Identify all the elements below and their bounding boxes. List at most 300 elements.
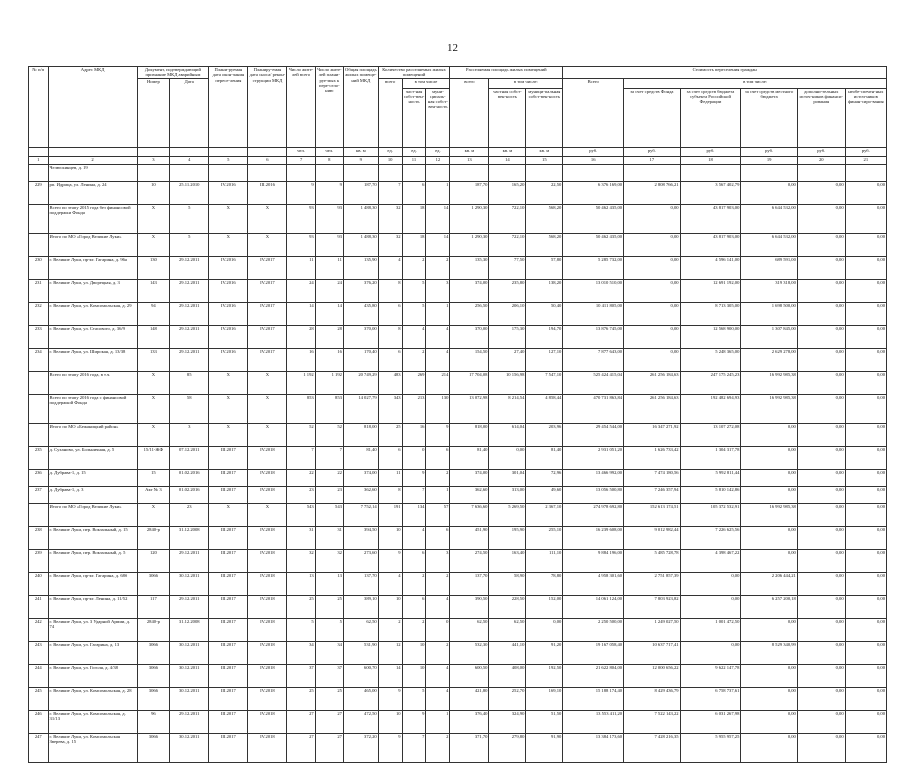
- value-cell: 0,00: [845, 595, 886, 618]
- value-cell: 252,70: [489, 687, 526, 710]
- value-cell: 2: [378, 618, 402, 641]
- value-cell: 01.02.2016: [170, 486, 209, 503]
- column-number-cell: 17: [624, 156, 680, 164]
- value-cell: 0,00: [845, 618, 886, 641]
- value-cell: 52: [315, 423, 343, 446]
- value-cell: [797, 164, 845, 181]
- unit-cell: чел.: [315, 147, 343, 156]
- value-cell: 9: [378, 549, 402, 572]
- value-cell: IV.2018: [248, 446, 287, 469]
- value-cell: 11: [315, 256, 343, 279]
- header-cost-extra: дополни-тельных источ-ников финанси-рования: [797, 88, 845, 147]
- value-cell: 5: [402, 279, 426, 302]
- value-cell: 2 206 444,21: [741, 572, 797, 595]
- value-cell: 25: [287, 687, 315, 710]
- unit-cell: ед.: [402, 147, 426, 156]
- value-cell: IV.2017: [248, 279, 287, 302]
- value-cell: 50 462 435,00: [563, 204, 624, 233]
- value-cell: 29.12.2011: [170, 302, 209, 325]
- value-cell: 4: [426, 687, 450, 710]
- value-cell: X: [137, 503, 170, 526]
- value-cell: [526, 164, 563, 181]
- value-cell: 0,00: [845, 664, 886, 687]
- value-cell: 6: [426, 526, 450, 549]
- row-number-cell: 246: [29, 710, 49, 733]
- value-cell: 2 931 051,20: [563, 446, 624, 469]
- value-cell: 818,00: [343, 423, 378, 446]
- value-cell: X: [248, 503, 287, 526]
- value-cell: 0,00: [526, 618, 563, 641]
- table-row: [29, 325, 887, 348]
- value-cell: 0,00: [741, 423, 797, 446]
- value-cell: 19 167 058,40: [563, 641, 624, 664]
- value-cell: III.2017: [209, 595, 248, 618]
- value-cell: 29 454 544,00: [563, 423, 624, 446]
- value-cell: 29.12.2011: [170, 348, 209, 371]
- value-cell: 0,00: [797, 394, 845, 423]
- value-cell: 94: [137, 302, 170, 325]
- value-cell: [450, 164, 489, 181]
- table-row: [29, 503, 887, 526]
- value-cell: [402, 164, 426, 181]
- value-cell: 9 884 196,00: [563, 549, 624, 572]
- value-cell: 3066: [137, 687, 170, 710]
- value-cell: 1 488,30: [343, 204, 378, 233]
- value-cell: [137, 164, 170, 181]
- value-cell: [343, 164, 378, 181]
- value-cell: 5 485 728,78: [624, 549, 680, 572]
- value-cell: 31: [287, 526, 315, 549]
- value-cell: 0,00: [741, 687, 797, 710]
- row-number-cell: 235: [29, 446, 49, 469]
- value-cell: 30.12.2011: [170, 687, 209, 710]
- value-cell: 93: [315, 233, 343, 256]
- value-cell: 9: [287, 181, 315, 204]
- value-cell: 7 547,10: [526, 371, 563, 394]
- value-cell: 0,00: [741, 664, 797, 687]
- unit-cell: руб.: [741, 147, 797, 156]
- value-cell: 0,00: [797, 233, 845, 256]
- table-row: [29, 446, 887, 469]
- value-cell: 7 522 143,22: [624, 710, 680, 733]
- value-cell: 0,00: [797, 256, 845, 279]
- value-cell: 261 256 184,63: [624, 371, 680, 394]
- value-cell: 105 372 532,91: [680, 503, 741, 526]
- value-cell: 213: [402, 394, 426, 423]
- unit-cell: чел.: [287, 147, 315, 156]
- value-cell: 13 876 745,00: [563, 325, 624, 348]
- table-row: [29, 423, 887, 446]
- value-cell: 81,40: [343, 446, 378, 469]
- value-cell: 27: [287, 710, 315, 733]
- unit-cell: руб.: [845, 147, 886, 156]
- value-cell: 255,10: [526, 526, 563, 549]
- value-cell: 137,70: [343, 572, 378, 595]
- address-cell: г. Великие Луки, ул. 3 Ударной Армии, д. 74: [48, 618, 137, 641]
- value-cell: 2 751 857,39: [624, 572, 680, 595]
- value-cell: 0,00: [797, 486, 845, 503]
- value-cell: 6: [378, 302, 402, 325]
- value-cell: [845, 164, 886, 181]
- column-number-cell: 18: [680, 156, 741, 164]
- row-number-cell: 243: [29, 641, 49, 664]
- address-cell: д. Дубрава-1, д. 15: [48, 469, 137, 486]
- value-cell: 0,00: [797, 204, 845, 233]
- header-area-incl: в том числе:: [489, 78, 563, 88]
- value-cell: 6 644 532,00: [741, 204, 797, 233]
- value-cell: 374,00: [450, 469, 489, 486]
- value-cell: 93: [315, 204, 343, 233]
- value-cell: 614,04: [489, 423, 526, 446]
- value-cell: 0,00: [624, 204, 680, 233]
- value-cell: [248, 164, 287, 181]
- value-cell: 3066: [137, 664, 170, 687]
- value-cell: 4: [426, 595, 450, 618]
- value-cell: 1 290,30: [450, 233, 489, 256]
- value-cell: 93: [287, 204, 315, 233]
- value-cell: 10: [378, 710, 402, 733]
- value-cell: 134: [402, 503, 426, 526]
- table-row: [29, 204, 887, 233]
- table-row: [29, 733, 887, 762]
- value-cell: [426, 164, 450, 181]
- value-cell: 32: [378, 204, 402, 233]
- address-cell: г. Великие Луки, ул. Гагарина, д. 13: [48, 641, 137, 664]
- value-cell: 5 285 732,00: [563, 256, 624, 279]
- row-number-cell: 244: [29, 664, 49, 687]
- row-number-cell: 234: [29, 348, 49, 371]
- unit-cell: руб.: [563, 147, 624, 156]
- value-cell: 32: [378, 233, 402, 256]
- header-area-total: всего: [450, 78, 489, 147]
- value-cell: 10 411 805,00: [563, 302, 624, 325]
- value-cell: 28: [287, 325, 315, 348]
- header-plan-demolition: Планиру-емая дата сноса/ рекон-струкции МКД: [248, 67, 287, 148]
- value-cell: 52: [287, 423, 315, 446]
- column-number-cell: 10: [378, 156, 402, 164]
- value-cell: 0,00: [845, 204, 886, 233]
- value-cell: 117: [137, 595, 170, 618]
- unit-cell: [209, 147, 248, 156]
- column-number-cell: 8: [315, 156, 343, 164]
- value-cell: 1 307 845,00: [741, 325, 797, 348]
- value-cell: 4 958 301,60: [563, 572, 624, 595]
- value-cell: 0,00: [797, 279, 845, 302]
- value-cell: 5: [170, 233, 209, 256]
- value-cell: 29.12.2011: [170, 325, 209, 348]
- row-number-cell: 240: [29, 572, 49, 595]
- value-cell: 228,50: [489, 595, 526, 618]
- value-cell: 43 817 903,00: [680, 233, 741, 256]
- header-rooms-private: част-ная собст-вен-ность: [402, 88, 426, 147]
- value-cell: 532,30: [450, 641, 489, 664]
- value-cell: 4 596 141,00: [680, 256, 741, 279]
- value-cell: 0,00: [797, 526, 845, 549]
- value-cell: 29.12.2011: [170, 710, 209, 733]
- value-cell: 0,00: [624, 302, 680, 325]
- value-cell: 175,30: [489, 325, 526, 348]
- value-cell: 3 567 402,79: [680, 181, 741, 204]
- value-cell: 0,00: [797, 641, 845, 664]
- value-cell: 30.12.2011: [170, 572, 209, 595]
- value-cell: 10: [378, 595, 402, 618]
- value-cell: 8 429 436,79: [624, 687, 680, 710]
- value-cell: 49,60: [526, 486, 563, 503]
- header-doc-number: Номер: [137, 78, 170, 147]
- value-cell: 6 376 169,00: [563, 181, 624, 204]
- value-cell: 154,50: [450, 348, 489, 371]
- value-cell: 12 000 656,22: [624, 664, 680, 687]
- resettlement-register-table: [28, 66, 887, 763]
- value-cell: 362,60: [450, 486, 489, 503]
- value-cell: IV.2017: [248, 348, 287, 371]
- value-cell: 32: [287, 549, 315, 572]
- register-table-container: [28, 66, 887, 763]
- value-cell: [287, 164, 315, 181]
- unit-cell: ед.: [378, 147, 402, 156]
- value-cell: 0: [402, 446, 426, 469]
- value-cell: 7 803 923,82: [624, 595, 680, 618]
- value-cell: 1: [426, 486, 450, 503]
- value-cell: X: [248, 233, 287, 256]
- value-cell: 269: [402, 371, 426, 394]
- header-area-municipal: муници-пальная собст-вен-ность: [526, 88, 563, 147]
- value-cell: 22,50: [526, 181, 563, 204]
- column-number-cell: 13: [450, 156, 489, 164]
- value-cell: 543: [315, 503, 343, 526]
- value-cell: IV.2018: [248, 733, 287, 762]
- value-cell: 374,00: [343, 469, 378, 486]
- header-total-area: Общая площадь жилых помеще-ний МКД: [343, 67, 378, 148]
- value-cell: 01.02.2016: [170, 469, 209, 486]
- value-cell: 8 713 305,00: [680, 302, 741, 325]
- table-row: [29, 348, 887, 371]
- value-cell: 7: [402, 733, 426, 762]
- value-cell: 152 613 174,51: [624, 503, 680, 526]
- value-cell: 13 107 272,08: [680, 423, 741, 446]
- row-number-cell: 239: [29, 549, 49, 572]
- value-cell: 2: [402, 256, 426, 279]
- value-cell: 13 466 992,00: [563, 469, 624, 486]
- header-rooms-group: Количество расселяемых жилых помещений: [378, 67, 450, 79]
- value-cell: 0,00: [845, 687, 886, 710]
- value-cell: 0,00: [680, 572, 741, 595]
- value-cell: 4 398 467,22: [680, 549, 741, 572]
- value-cell: 16: [315, 348, 343, 371]
- value-cell: 1: [426, 181, 450, 204]
- value-cell: 722,10: [489, 233, 526, 256]
- value-cell: [209, 164, 248, 181]
- value-cell: 3066: [137, 641, 170, 664]
- row-number-cell: 245: [29, 687, 49, 710]
- address-cell: Итого по МО «Бежаницкий район»: [48, 423, 137, 446]
- value-cell: 14 061 124,00: [563, 595, 624, 618]
- value-cell: 235,80: [489, 279, 526, 302]
- address-cell: г. Великие Луки, ул. Дворецкая, д. 3: [48, 279, 137, 302]
- value-cell: 14: [378, 664, 402, 687]
- value-cell: 319 318,00: [741, 279, 797, 302]
- value-cell: 6: [402, 595, 426, 618]
- value-cell: 32: [315, 549, 343, 572]
- value-cell: 0,00: [845, 279, 886, 302]
- value-cell: 0,00: [624, 325, 680, 348]
- column-number-cell: 21: [845, 156, 886, 164]
- value-cell: 31.12.2008: [170, 526, 209, 549]
- value-cell: 1 488,30: [343, 233, 378, 256]
- value-cell: 20 749,29: [343, 371, 378, 394]
- value-cell: 29.12.2011: [170, 595, 209, 618]
- value-cell: 12: [378, 641, 402, 664]
- value-cell: IV.2016: [209, 279, 248, 302]
- value-cell: 0,00: [741, 526, 797, 549]
- value-cell: 11: [287, 256, 315, 279]
- value-cell: X: [137, 233, 170, 256]
- value-cell: 169,10: [526, 687, 563, 710]
- value-cell: 0,00: [845, 641, 886, 664]
- value-cell: 0,00: [797, 618, 845, 641]
- value-cell: III.2017: [209, 687, 248, 710]
- address-cell: Итого по МО «Город Великие Луки»: [48, 233, 137, 256]
- value-cell: 0,00: [845, 394, 886, 423]
- value-cell: 543: [287, 503, 315, 526]
- value-cell: 50,40: [526, 302, 563, 325]
- table-row: [29, 595, 887, 618]
- table-row: [29, 164, 887, 181]
- value-cell: 2: [426, 469, 450, 486]
- value-cell: 6 644 532,00: [741, 233, 797, 256]
- page-number: 12: [447, 42, 458, 54]
- value-cell: 3: [170, 423, 209, 446]
- value-cell: 29.12.2011: [170, 279, 209, 302]
- value-cell: 247 175 245,23: [680, 371, 741, 394]
- value-cell: 0,00: [845, 572, 886, 595]
- value-cell: X: [248, 204, 287, 233]
- column-number-cell: 4: [170, 156, 209, 164]
- value-cell: 689 591,00: [741, 256, 797, 279]
- value-cell: 0,00: [797, 371, 845, 394]
- unit-cell: кв. м: [343, 147, 378, 156]
- value-cell: 16 992 985,38: [741, 394, 797, 423]
- address-cell: д. Суханово, ул. Больничная, д. 5: [48, 446, 137, 469]
- value-cell: 0,00: [797, 423, 845, 446]
- value-cell: 14: [426, 204, 450, 233]
- value-cell: 192 482 694,93: [680, 394, 741, 423]
- value-cell: III.2017: [209, 733, 248, 762]
- value-cell: 81,40: [526, 446, 563, 469]
- value-cell: X: [248, 371, 287, 394]
- value-cell: 376,20: [343, 279, 378, 302]
- value-cell: IV.2016: [209, 348, 248, 371]
- value-cell: 525 424 415,04: [563, 371, 624, 394]
- value-cell: 2: [402, 618, 426, 641]
- value-cell: 483: [378, 371, 402, 394]
- header-cost-regional: за счет средств бюджета субъекта Российской Федерации: [680, 88, 741, 147]
- value-cell: 07.12.2011: [170, 446, 209, 469]
- value-cell: 22: [287, 469, 315, 486]
- value-cell: 1 290,30: [450, 204, 489, 233]
- value-cell: 421,80: [450, 687, 489, 710]
- row-number-cell: 241: [29, 595, 49, 618]
- value-cell: 0,00: [797, 687, 845, 710]
- value-cell: 3066: [137, 733, 170, 762]
- value-cell: 9: [378, 687, 402, 710]
- table-header: [29, 67, 887, 165]
- column-number-cell: 11: [402, 156, 426, 164]
- address-cell: г. Великие Луки, пер. Вокзальный, д. 15: [48, 526, 137, 549]
- value-cell: III.2017: [209, 469, 248, 486]
- value-cell: X: [209, 204, 248, 233]
- header-plan-end: Плани-руемая дата окон-чания пересе-ления: [209, 67, 248, 148]
- value-cell: 6: [378, 348, 402, 371]
- value-cell: IV.2018: [248, 549, 287, 572]
- value-cell: 1 626 733,42: [624, 446, 680, 469]
- value-cell: 0,00: [797, 664, 845, 687]
- units-row: [29, 147, 887, 156]
- value-cell: 1 192: [315, 371, 343, 394]
- column-number-cell: 14: [489, 156, 526, 164]
- value-cell: 0,00: [624, 233, 680, 256]
- value-cell: 0,00: [680, 641, 741, 664]
- value-cell: 1 698 500,00: [741, 302, 797, 325]
- value-cell: 0,00: [797, 595, 845, 618]
- value-cell: 25: [315, 687, 343, 710]
- value-cell: Акт № 3: [137, 486, 170, 503]
- value-cell: 408,00: [489, 664, 526, 687]
- value-cell: III.2017: [209, 710, 248, 733]
- value-cell: III.2017: [209, 664, 248, 687]
- value-cell: 6: [426, 446, 450, 469]
- value-cell: 7: [287, 446, 315, 469]
- value-cell: 14 027,79: [343, 394, 378, 423]
- value-cell: 8 214,54: [489, 394, 526, 423]
- value-cell: IV.2018: [248, 687, 287, 710]
- row-number-cell: [29, 394, 49, 423]
- value-cell: [680, 164, 741, 181]
- table-row: [29, 664, 887, 687]
- value-cell: 143: [137, 279, 170, 302]
- value-cell: 0,00: [845, 733, 886, 762]
- header-cost-local: за счет средств местного бюджета: [741, 88, 797, 147]
- value-cell: 7: [315, 446, 343, 469]
- column-number-cell: 16: [563, 156, 624, 164]
- unit-cell: кв. м: [450, 147, 489, 156]
- value-cell: IV.2016: [209, 256, 248, 279]
- table-row: [29, 394, 887, 423]
- value-cell: 30.12.2011: [170, 641, 209, 664]
- value-cell: 2840-р: [137, 526, 170, 549]
- value-cell: 2: [426, 733, 450, 762]
- value-cell: 0,00: [797, 710, 845, 733]
- value-cell: 13 072,98: [450, 394, 489, 423]
- value-cell: 6: [378, 446, 402, 469]
- value-cell: 5: [402, 687, 426, 710]
- value-cell: 58: [170, 394, 209, 423]
- value-cell: 21 622 804,00: [563, 664, 624, 687]
- value-cell: X: [137, 394, 170, 423]
- value-cell: 4: [378, 256, 402, 279]
- value-cell: 5 992 811,44: [680, 469, 741, 486]
- row-number-cell: [29, 204, 49, 233]
- value-cell: 51,50: [526, 710, 563, 733]
- value-cell: 15/11-ЖФ: [137, 446, 170, 469]
- header-cost-incl: в том числе:: [624, 78, 887, 88]
- value-cell: 0,00: [741, 446, 797, 469]
- header-address: Адрес МКД: [48, 67, 137, 148]
- value-cell: 13 010 510,00: [563, 279, 624, 302]
- value-cell: 57: [426, 503, 450, 526]
- value-cell: 8: [378, 279, 402, 302]
- value-cell: 8: [378, 486, 402, 503]
